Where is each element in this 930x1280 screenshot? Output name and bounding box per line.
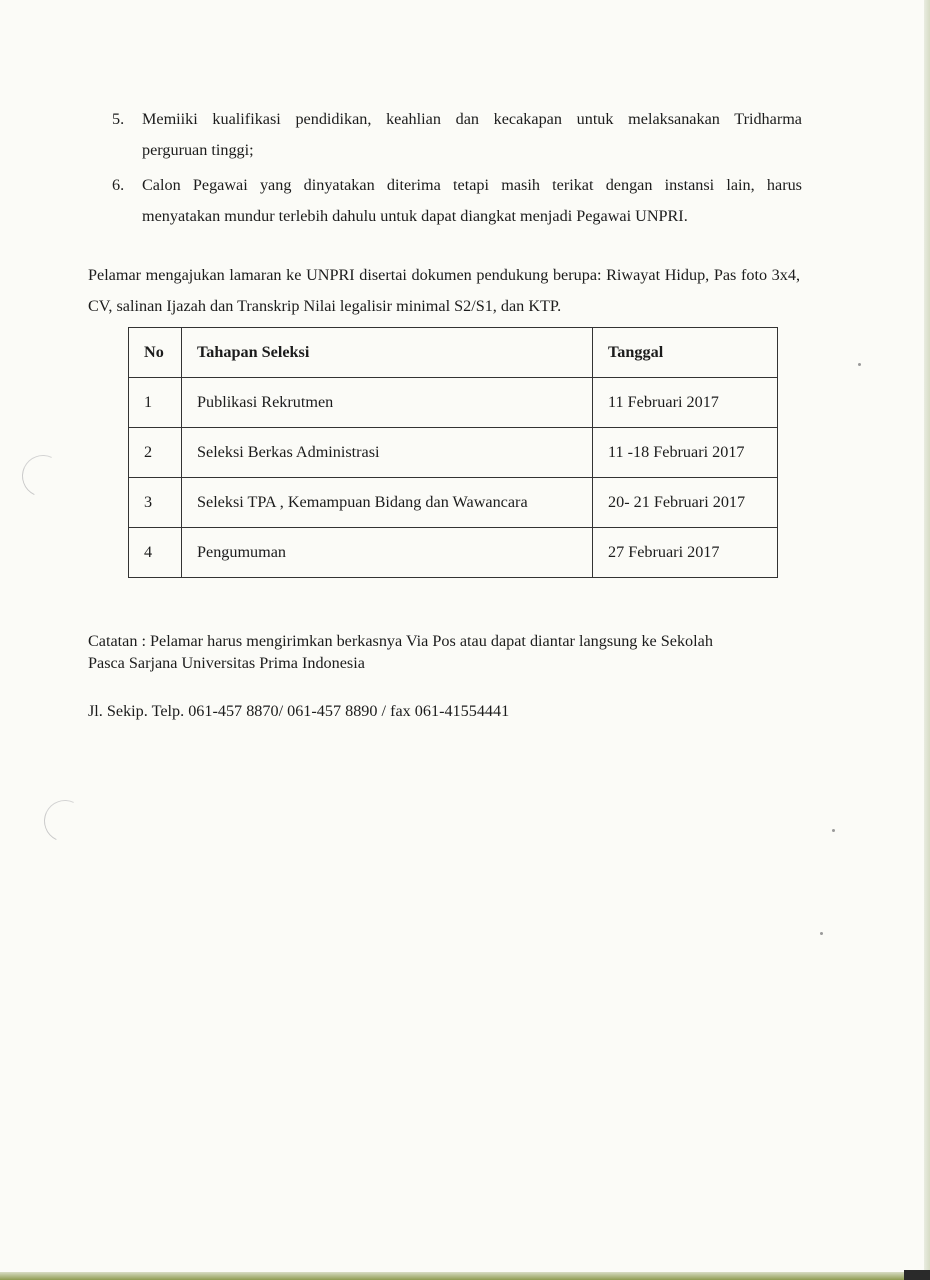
list-item-number: 5. — [112, 110, 125, 128]
scan-speck — [858, 363, 861, 366]
cell-stage: Seleksi TPA , Kemampuan Bidang dan Wawancara — [182, 478, 593, 528]
cell-no: 2 — [129, 428, 182, 478]
list-item-text: Memiiki kualifikasi pendidikan, keahlian dan kecakapan untuk melaksanakan Tridharma — [142, 110, 802, 128]
cell-no: 1 — [129, 378, 182, 428]
note-line: Pasca Sarjana Universitas Prima Indonesia — [88, 654, 365, 672]
note-line: Catatan : Pelamar harus mengirimkan berkasnya Via Pos atau dapat diantar langsung ke Sekolah — [88, 632, 713, 650]
cell-stage: Publikasi Rekrutmen — [182, 378, 593, 428]
scan-corner-mark — [904, 1270, 930, 1280]
table-row — [129, 528, 778, 578]
contact-address: Jl. Sekip. Telp. 061-457 8870/ 061-457 8890 / fax 061-41554441 — [88, 702, 510, 720]
requirements-list — [112, 104, 802, 232]
list-item-number: 6. — [112, 176, 125, 194]
cell-date: 11 -18 Februari 2017 — [593, 428, 778, 478]
list-item — [112, 170, 802, 232]
table-row — [129, 378, 778, 428]
cell-no: 4 — [129, 528, 182, 578]
cell-stage: Seleksi Berkas Administrasi — [182, 428, 593, 478]
table-header-row — [129, 328, 778, 378]
cell-date: 27 Februari 2017 — [593, 528, 778, 578]
punch-hole-mark — [16, 449, 70, 503]
cell-date: 20- 21 Februari 2017 — [593, 478, 778, 528]
header-no: No — [129, 328, 182, 378]
header-date: Tanggal — [593, 328, 778, 378]
table-row — [129, 428, 778, 478]
punch-hole-mark — [38, 794, 92, 848]
list-item-text: Calon Pegawai yang dinyatakan diterima tetapi masih terikat dengan instansi lain, harus — [142, 176, 802, 194]
list-item — [112, 104, 802, 166]
list-item-text-continued: menyatakan mundur terlebih dahulu untuk dapat diangkat menjadi Pegawai UNPRI. — [142, 207, 688, 225]
header-stage: Tahapan Seleksi — [182, 328, 593, 378]
selection-schedule-table — [128, 327, 778, 578]
page-edge-shadow — [924, 0, 930, 1280]
table-row — [129, 478, 778, 528]
scan-speck — [820, 932, 823, 935]
scan-speck — [832, 829, 835, 832]
cell-no: 3 — [129, 478, 182, 528]
note-paragraph — [88, 630, 800, 674]
cell-date: 11 Februari 2017 — [593, 378, 778, 428]
page-bottom-edge — [0, 1272, 930, 1280]
application-paragraph: Pelamar mengajukan lamaran ke UNPRI disertai dokumen pendukung berupa: Riwayat Hidup, Pas foto 3x4, CV, salinan Ijazah dan Transkrip Nilai legalisir minimal S2/S1, dan KTP. — [88, 266, 800, 315]
cell-stage: Pengumuman — [182, 528, 593, 578]
list-item-text-continued: perguruan tinggi; — [142, 141, 254, 159]
